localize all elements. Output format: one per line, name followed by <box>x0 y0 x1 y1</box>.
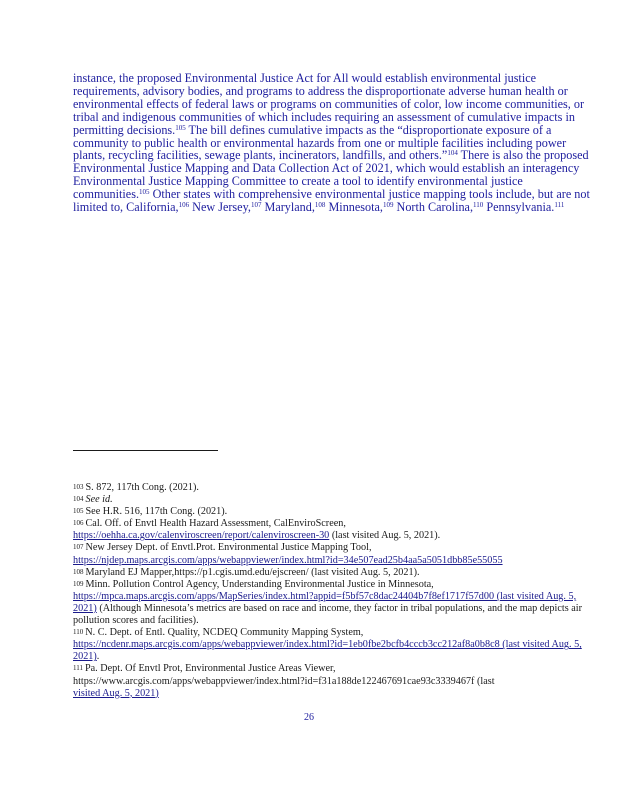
footnote-ref[interactable]: 109 <box>382 201 394 210</box>
footnote-text: N. C. Dept. of Entl. Quality, NCDEQ Community Mapping System, <box>85 627 364 639</box>
footnote-number: 110 <box>73 628 84 637</box>
footnote-106 <box>73 518 583 542</box>
footnote-ref[interactable]: 105 <box>175 123 186 132</box>
sentence: Minnesota, <box>325 200 383 215</box>
footnote-link[interactable]: https://ncdenr.maps.arcgis.com/apps/webappviewer/index.html?id=1eb0fbe2bcfb4cccb3cc212af8a0b8c8 (last visited Aug. 5, 2021) <box>73 639 582 663</box>
footnote-number: 108 <box>73 567 84 576</box>
footnote-110 <box>73 627 583 663</box>
sentence: instance, the proposed Environmental Justice Act for All would establish environmental justice requirements, advisory bodies, and programs to address the disproportionate adverse human health or environmental effects of federal laws or programs on communities of color, low income communities, or tribal and indigenous communities of which includes requiring an assessment of cumulative impacts in permitting decisions. <box>73 71 585 137</box>
footnote-text: See H.R. 516, 117th Cong. (2021). <box>85 506 228 518</box>
footnote-link[interactable]: https://oehha.ca.gov/calenviroscreen/report/calenviroscreen-30 <box>73 530 330 542</box>
sentence: Pennsylvania. <box>483 200 555 215</box>
footnote-ref[interactable]: 106 <box>178 201 190 210</box>
footnote-109 <box>73 579 583 627</box>
footnote-text-after: (Although Minnesota’s metrics are based on race and income, they factor in tribal populations, and the map depicts air pollution scores and facilities). <box>73 602 582 627</box>
footnote-ref[interactable]: 105 <box>139 188 150 197</box>
sentence: North Carolina, <box>393 200 474 215</box>
sentence: New Jersey, <box>189 200 251 215</box>
footnote-number: 104 <box>73 495 84 504</box>
footnote-ref[interactable]: 110 <box>473 201 484 210</box>
footnote-111 <box>73 663 583 699</box>
body-paragraph <box>73 72 593 214</box>
footnote-text: Pa. Dept. Of Envtl Prot, Environmental Justice Areas Viewer, <box>84 663 336 675</box>
paragraph-text <box>73 72 593 214</box>
footnote-number: 109 <box>73 579 84 588</box>
page-number: 26 <box>304 712 314 723</box>
footnote-ref[interactable]: 108 <box>314 201 326 210</box>
footnote-link[interactable]: visited Aug. 5, 2021) <box>73 687 159 699</box>
footnote-number: 111 <box>73 664 83 673</box>
footnote-text: New Jersey Dept. of Envtl.Prot. Environmental Justice Mapping Tool, <box>85 542 372 554</box>
footnote-text-after: (last visited Aug. 5, 2021). <box>329 530 441 542</box>
footnote-text: Maryland EJ Mapper,https://p1.cgis.umd.edu/ejscreen/ (last visited Aug. 5, 2021). <box>85 566 420 578</box>
footnote-107 <box>73 542 583 566</box>
footnote-link[interactable]: https://mpca.maps.arcgis.com/apps/MapSeries/index.html?appid=f5bf57c8dac24404b7f8ef1717f57d00 (last visited Aug. 5, 2021) <box>73 590 577 614</box>
footnote-text: S. 872, 117th Cong. (2021). <box>85 482 199 493</box>
sentence: Other states with comprehensive environmental justice mapping tools include, but are not limited to, California, <box>73 187 590 215</box>
footnote-number: 107 <box>73 543 84 552</box>
footnote-link[interactable]: https://njdep.maps.arcgis.com/apps/webappviewer/index.html?id=34e507ead25b4aa5a5051dbb85e55055 <box>73 554 503 566</box>
footnote-text-after: (last <box>474 675 495 687</box>
sentence: The bill defines cumulative impacts as the “disproportionate exposure of a community to public health or environmental hazards from one or multiple facilities including power plants, recycling facilities, sewage plants, incinerators, landfills, and others.” <box>73 122 567 163</box>
footnote-ref[interactable]: 104 <box>447 149 458 158</box>
footnote-number: 103 <box>73 483 84 491</box>
footnote-text: See id. <box>85 494 113 506</box>
footnote-108 <box>73 567 583 579</box>
footnote-number: 105 <box>73 507 84 516</box>
footnote-text: Cal. Off. of Envtl Health Hazard Assessment, CalEnviroScreen, <box>85 518 346 530</box>
sentence: Maryland, <box>261 200 315 215</box>
footnote-separator <box>73 450 218 451</box>
footnote-text-after: . <box>96 651 100 663</box>
footnote-104 <box>73 494 583 506</box>
sentence: There is also the proposed Environmental Justice Mapping and Data Collection Act of 2021, which would establish an interagency Environmental Justice Mapping Committee to create a tool to identify environmental justice communities. <box>73 148 589 202</box>
footnote-number: 106 <box>73 519 84 528</box>
footnote-103 <box>73 482 583 494</box>
footnote-url[interactable]: https://www.arcgis.com/apps/webappviewer/index.html?id=f31a188de122467691cae93c3339467f <box>73 675 475 687</box>
footnote-105 <box>73 506 583 518</box>
footnotes <box>73 482 583 700</box>
footnote-ref[interactable]: 107 <box>250 201 262 210</box>
footnote-text: Minn. Pollution Control Agency, Understanding Environmental Justice in Minnesota, <box>85 578 434 590</box>
footnote-ref[interactable]: 111 <box>554 201 565 210</box>
